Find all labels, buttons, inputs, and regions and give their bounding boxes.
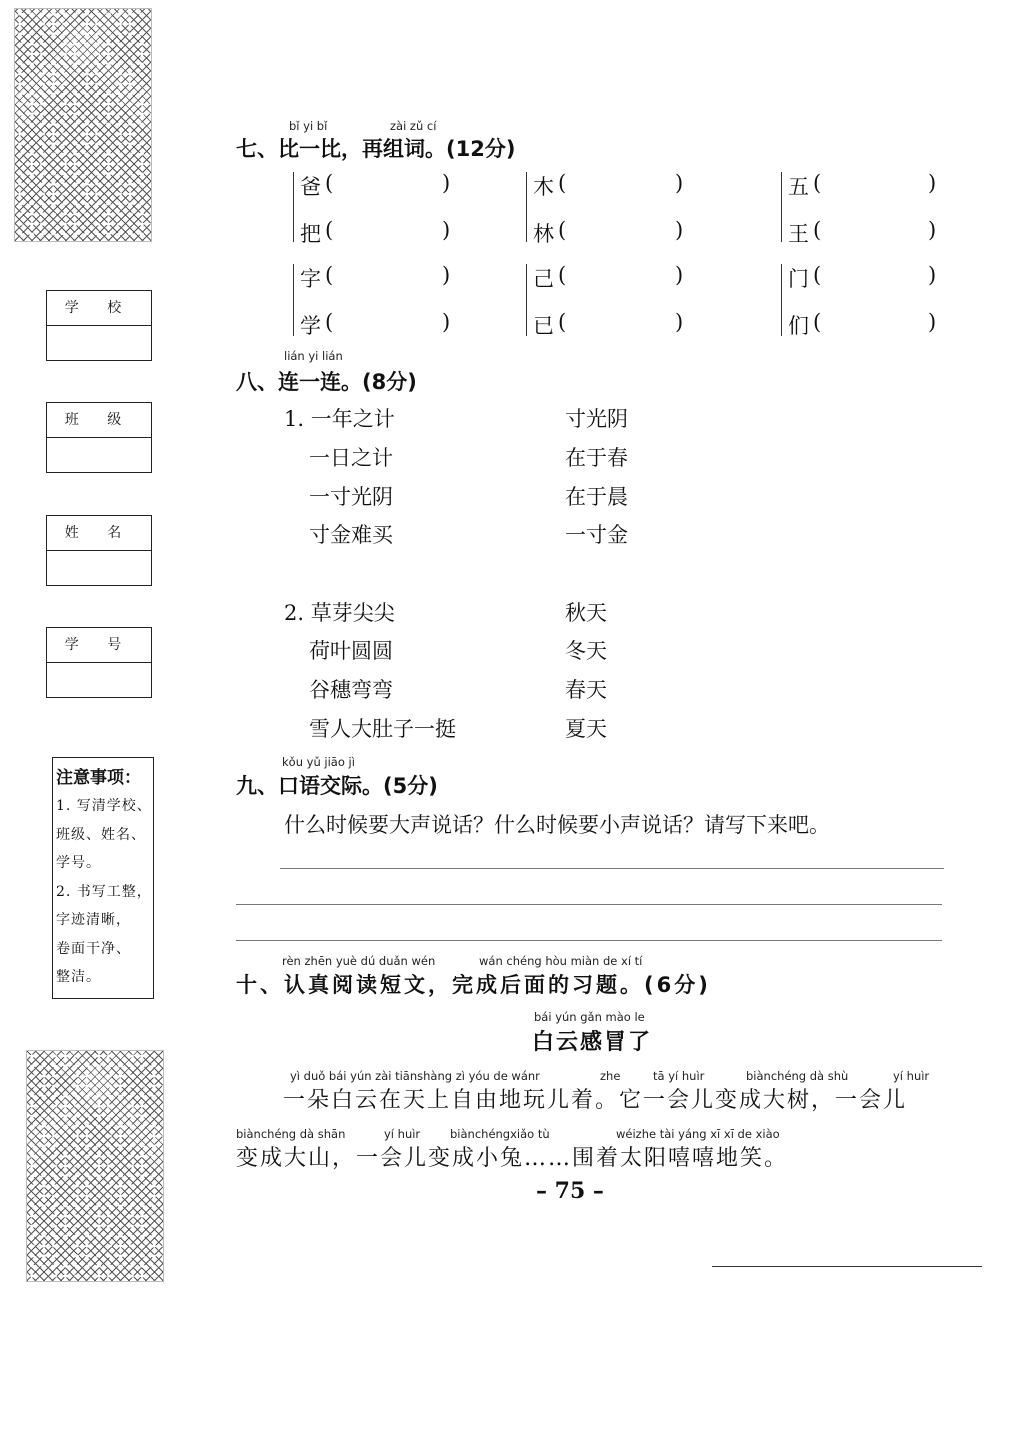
school-field[interactable] [47, 326, 151, 360]
q10-pinyin-b: wán chéng hòu miàn de xí tí [479, 954, 643, 968]
class-field[interactable] [47, 438, 151, 472]
q7-blank-open: ( [558, 263, 567, 287]
q8-left-item[interactable]: 谷穗弯弯 [309, 678, 393, 702]
q7-blank-close[interactable]: ) [675, 218, 684, 242]
q7-char: 把 [300, 222, 321, 246]
story-pinyin: wéizhe tài yáng xī xī de xiào [616, 1127, 780, 1141]
q7-char: 字 [300, 267, 321, 291]
q7-char: 们 [788, 314, 809, 338]
student-number-box [46, 627, 152, 698]
notes-line: 字迹清晰， [56, 912, 131, 928]
q9-title: 九、口语交际。(5分) [236, 774, 438, 798]
q7-blank-open: ( [813, 310, 822, 334]
answer-line[interactable] [280, 868, 944, 869]
q9-pinyin: kǒu yǔ jiāo jì [282, 755, 355, 769]
q8-right-item[interactable]: 夏天 [565, 717, 607, 741]
q8-left-item[interactable]: 荷叶圆圆 [309, 639, 393, 663]
q9-prompt: 什么时候要大声说话？什么时候要小声说话？请写下来吧。 [284, 813, 830, 837]
q7-blank-open: ( [813, 171, 822, 195]
story-title: 白云感冒了 [532, 1030, 653, 1055]
school-box [46, 290, 152, 361]
decorative-pattern-bottom [26, 1050, 164, 1282]
q7-blank-close[interactable]: ) [928, 263, 937, 287]
class-box [46, 402, 152, 473]
q7-pinyin-b: zài zǔ cí [390, 119, 437, 133]
story-pinyin: yí huìr [384, 1127, 421, 1141]
q7-blank-close[interactable]: ) [928, 310, 937, 334]
class-label: 班 级 [47, 403, 151, 438]
notes-line: 整洁。 [56, 969, 101, 985]
q8-left-item[interactable]: 雪人大肚子一挺 [309, 717, 456, 741]
q10-pinyin-a: rèn zhēn yuè dú duǎn wén [282, 954, 436, 968]
q7-blank-close[interactable]: ) [442, 263, 451, 287]
q7-blank-close[interactable]: ) [928, 171, 937, 195]
q7-pinyin-a: bǐ yi bǐ [289, 119, 328, 133]
footer-rule [712, 1266, 982, 1267]
q8-left-item[interactable]: 一日之计 [309, 446, 393, 470]
story-title-pinyin: bái yún gǎn mào le [534, 1010, 645, 1024]
notes-line: 卷面干净、 [56, 940, 131, 957]
q8-right-item[interactable]: 一寸金 [565, 523, 628, 547]
q7-blank-close[interactable]: ) [675, 310, 684, 334]
notes-line: 1. 写清学校、 [56, 798, 152, 814]
q7-blank-open: ( [813, 218, 822, 242]
q8-right-item[interactable]: 春天 [565, 678, 607, 702]
story-pinyin: biànchéngxiǎo tù [450, 1127, 550, 1141]
story-pinyin: yí huìr [893, 1069, 930, 1083]
story-pinyin: zhe [600, 1069, 621, 1083]
decorative-pattern-top [14, 8, 152, 242]
student-number-label: 学 号 [47, 628, 151, 663]
q8-right-item[interactable]: 秋天 [565, 601, 607, 625]
story-pinyin: tā yí huìr [653, 1069, 705, 1083]
q7-brace [526, 172, 527, 242]
name-field[interactable] [47, 551, 151, 585]
story-pinyin: biànchéng dà shù [746, 1069, 849, 1083]
q7-blank-close[interactable]: ) [442, 310, 451, 334]
q7-char: 木 [533, 175, 554, 199]
notes-heading: 注意事项： [56, 768, 141, 788]
q7-brace [781, 172, 782, 242]
q7-blank-close[interactable]: ) [442, 171, 451, 195]
q7-blank-close[interactable]: ) [928, 218, 937, 242]
q8-right-item[interactable]: 在于晨 [565, 485, 628, 509]
story-line: 一朵白云在天上自由地玩儿着。它一会儿变成大树，一会儿 [283, 1088, 908, 1113]
q7-char: 门 [788, 267, 809, 291]
q8-left-item[interactable]: 1. 一年之计 [284, 407, 395, 431]
answer-line[interactable] [236, 940, 942, 941]
q7-char: 五 [788, 175, 809, 199]
story-line: 变成大山，一会儿变成小兔……围着太阳嘻嘻地笑。 [236, 1146, 789, 1171]
notes-line: 学号。 [56, 855, 101, 871]
q7-blank-open: ( [325, 263, 334, 287]
q8-title: 八、连一连。(8分) [236, 370, 417, 394]
name-box [46, 515, 152, 586]
story-pinyin: biànchéng dà shān [236, 1127, 346, 1141]
story-pinyin: yì duǒ bái yún zài tiānshàng zì yóu de wánr [290, 1069, 540, 1083]
q7-blank-open: ( [325, 310, 334, 334]
q7-char: 王 [788, 222, 809, 246]
notes-box [52, 757, 154, 999]
q7-blank-close[interactable]: ) [675, 263, 684, 287]
q7-char: 爸 [300, 175, 321, 199]
notes-line: 班级、姓名、 [56, 826, 146, 843]
q7-blank-open: ( [558, 218, 567, 242]
q8-pinyin: lián yi lián [284, 349, 343, 363]
q7-blank-open: ( [325, 218, 334, 242]
q7-char: 已 [533, 314, 554, 338]
q7-brace [781, 264, 782, 336]
q7-char: 学 [300, 314, 321, 338]
q10-title: 十、认真阅读短文，完成后面的习题。(6分) [236, 973, 711, 997]
q7-blank-open: ( [558, 171, 567, 195]
q8-right-item[interactable]: 寸光阴 [565, 407, 628, 431]
q8-left-item[interactable]: 2. 草芽尖尖 [284, 601, 395, 625]
q7-brace [293, 264, 294, 336]
q7-title: 七、比一比，再组词。(12分) [236, 137, 516, 161]
q7-char: 己 [533, 267, 554, 291]
q8-right-item[interactable]: 在于春 [565, 446, 628, 470]
q7-blank-close[interactable]: ) [442, 218, 451, 242]
q7-char: 林 [533, 222, 554, 246]
q7-blank-close[interactable]: ) [675, 171, 684, 195]
q7-blank-open: ( [813, 263, 822, 287]
q7-blank-open: ( [558, 310, 567, 334]
q8-right-item[interactable]: 冬天 [565, 639, 607, 663]
q8-left-item[interactable]: 寸金难买 [309, 523, 393, 547]
answer-line[interactable] [236, 904, 942, 905]
q7-brace [526, 264, 527, 336]
q7-blank-open: ( [325, 171, 334, 195]
notes-line: 2. 书写工整， [56, 883, 152, 900]
name-label: 姓 名 [47, 516, 151, 551]
page-number: – 75 – [536, 1178, 604, 1204]
student-number-field[interactable] [47, 663, 151, 697]
q7-brace [293, 172, 294, 242]
school-label: 学 校 [47, 291, 151, 326]
q8-left-item[interactable]: 一寸光阴 [309, 485, 393, 509]
